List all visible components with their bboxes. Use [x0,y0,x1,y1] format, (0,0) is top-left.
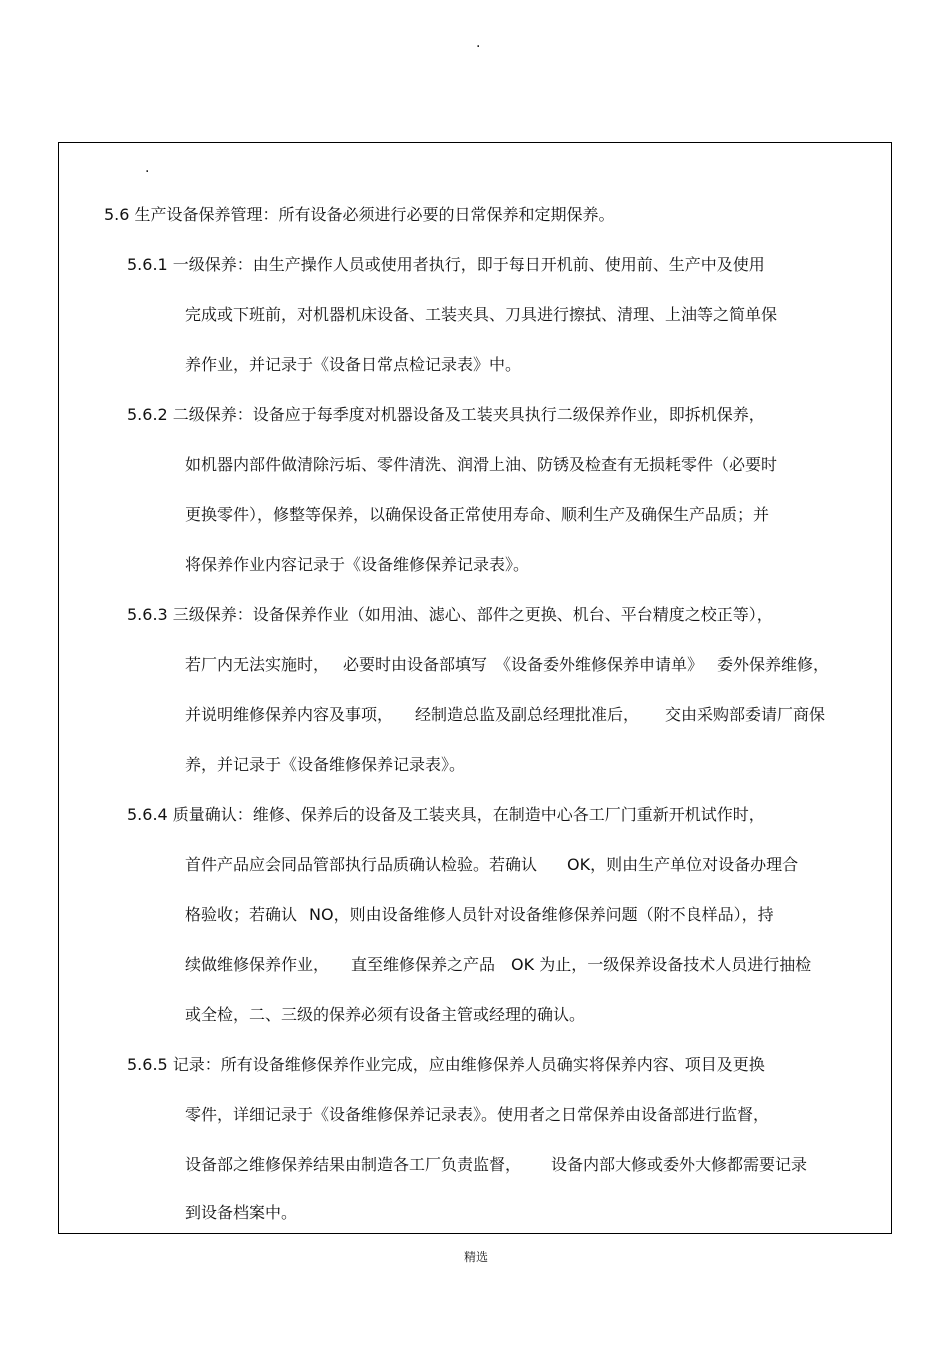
section-5-6-2-line-3: 更换零件），修整等保养，以确保设备正常使用寿命、顺利生产及确保生产品质；并 [185,505,770,524]
section-5-6-3-line-2 [185,655,829,675]
text-span: 设备部之维修保养结果由制造各工厂负责监督， [185,1155,522,1174]
section-5-6-4-line-5: 或全检，二、三级的保养必须有设备主管或经理的确认。 [185,1005,586,1024]
section-5-6-4-line-4 [185,955,811,975]
document-frame [58,142,892,1234]
text-span: 格验收；若确认 [185,905,298,924]
section-5-6-heading: 5.6 生产设备保养管理：所有设备必须进行必要的日常保养和定期保养。 [104,205,615,224]
section-5-6-5-line-1: 5.6.5 记录：所有设备维修保养作业完成，应由维修保养人员确实将保养内容、项目及更换 [127,1055,765,1074]
section-5-6-4-line-1: 5.6.4 质量确认：维修、保养后的设备及工装夹具，在制造中心各工厂门重新开机试作时， [127,805,765,824]
text-span: 交由采购部委请厂商保 [665,705,826,724]
frame-dot: . [145,160,150,176]
text-span: OK 为止，一级保养设备技术人员进行抽检 [511,955,812,974]
text-span: OK，则由生产单位对设备办理合 [567,855,799,874]
text-span: 若厂内无法实施时， [185,655,330,674]
page-footer: 精选 [464,1250,489,1264]
section-5-6-4-line-3 [185,905,774,925]
text-span: 直至维修保养之产品 [351,955,496,974]
text-span: 并说明维修保养内容及事项， [185,705,394,724]
section-5-6-1-line-2: 完成或下班前，对机器机床设备、工装夹具、刀具进行擦拭、清理、上油等之简单保 [185,305,778,324]
section-5-6-4-line-2 [185,855,798,875]
section-5-6-3-line-4: 养，并记录于《设备维修保养记录表》。 [185,755,466,774]
text-span: NO，则由设备维修人员针对设备维修保养问题（附不良样品），持 [309,905,774,924]
text-span: 委外保养维修， [717,655,830,674]
section-5-6-3-line-3 [185,705,825,725]
text-span: 续做维修保养作业， [185,955,330,974]
text-span: 《设备委外维修保养申请单》 [495,655,704,674]
section-5-6-1-line-3: 养作业，并记录于《设备日常点检记录表》中。 [185,355,522,374]
section-5-6-3-line-1: 5.6.3 三级保养：设备保养作业（如用油、滤心、部件之更换、机台、平台精度之校正等）， [127,605,773,624]
section-5-6-2-line-1: 5.6.2 二级保养：设备应于每季度对机器设备及工装夹具执行二级保养作业，即拆机保养， [127,405,765,424]
text-span: 经制造总监及副总经理批准后， [415,705,640,724]
header-dot: . [476,35,481,51]
text-span: 设备内部大修或委外大修都需要记录 [551,1155,808,1174]
section-5-6-2-line-4: 将保养作业内容记录于《设备维修保养记录表》。 [185,555,530,574]
section-5-6-5-line-4: 到设备档案中。 [185,1203,298,1222]
text-span: 首件产品应会同品管部执行品质确认检验。若确认 [185,855,538,874]
section-5-6-5-line-2: 零件，详细记录于《设备维修保养记录表》。使用者之日常保养由设备部进行监督， [185,1105,770,1124]
text-span: 必要时由设备部填写 [343,655,488,674]
section-5-6-1-line-1: 5.6.1 一级保养：由生产操作人员或使用者执行，即于每日开机前、使用前、生产中及使用 [127,255,765,274]
section-5-6-5-line-3 [185,1155,807,1175]
section-5-6-2-line-2: 如机器内部件做清除污垢、零件清洗、润滑上油、防锈及检查有无损耗零件（必要时 [185,455,778,474]
